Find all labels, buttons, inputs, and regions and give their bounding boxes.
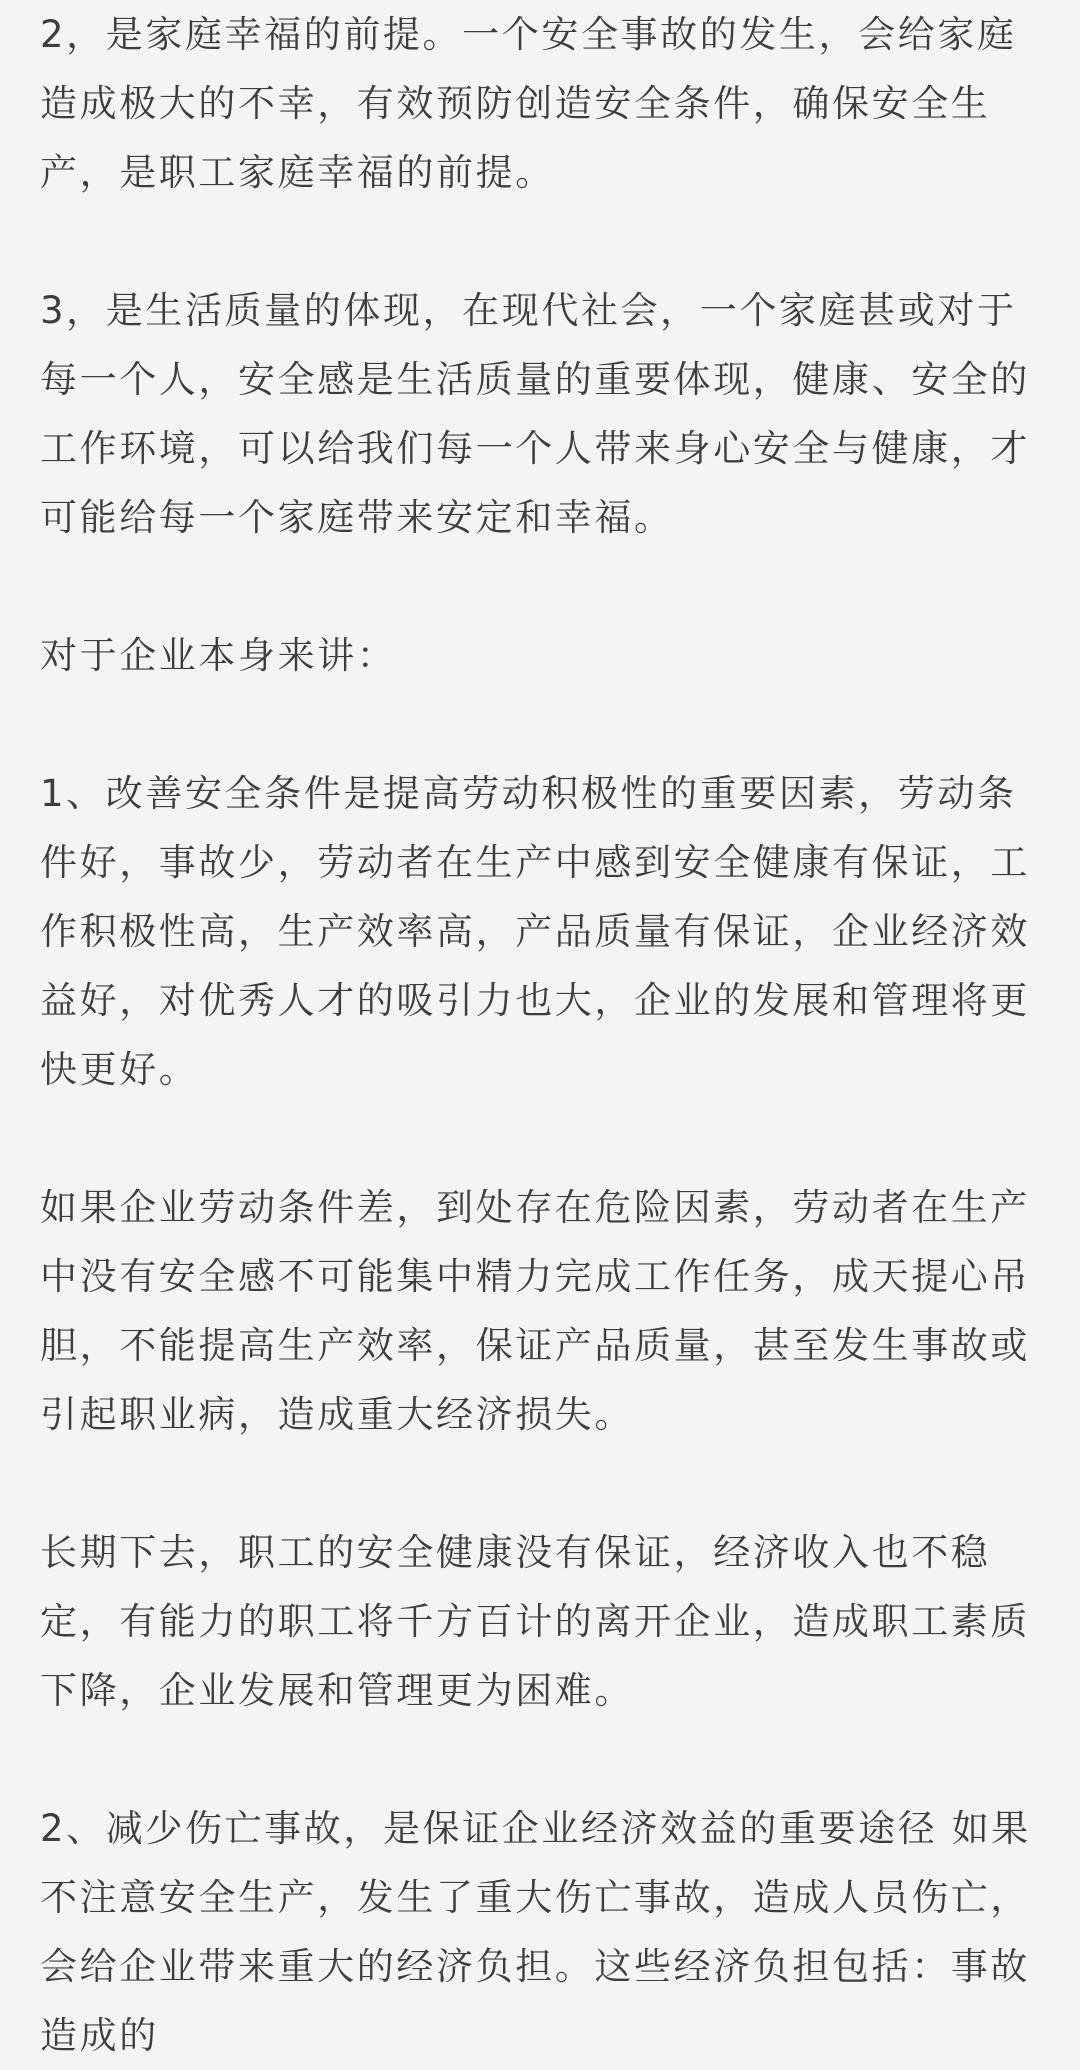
paragraph-spacer <box>40 1104 1040 1173</box>
paragraph-poor-conditions: 如果企业劳动条件差，到处存在危险因素，劳动者在生产中没有安全感不可能集中精力完成工作任务，成天提心吊胆，不能提高生产效率，保证产品质量，甚至发生事故或引起职业病，造成重大经济损失。 <box>40 1186 1030 1436</box>
paragraph-spacer <box>40 1725 1040 1794</box>
paragraph-spacer <box>40 1449 1040 1518</box>
paragraph-reduce-accidents: 2、减少伤亡事故，是保证企业经济效益的重要途径 如果不注意安全生产，发生了重大伤亡事故，造成人员伤亡，会给企业带来重大的经济负担。这些经济负担包括：事故造成的 <box>40 1807 1031 2057</box>
section-heading-enterprise: 对于企业本身来讲： <box>40 634 397 677</box>
paragraph-family-happiness: 2，是家庭幸福的前提。一个安全事故的发生，会给家庭造成极大的不幸，有效预防创造安全条件，确保安全生产，是职工家庭幸福的前提。 <box>40 13 1017 194</box>
paragraph-spacer <box>40 207 1040 276</box>
paragraph-spacer <box>40 552 1040 621</box>
paragraph-quality-of-life: 3，是生活质量的体现，在现代社会，一个家庭甚或对于每一个人，安全感是生活质量的重要体现，健康、安全的工作环境，可以给我们每一个人带来身心安全与健康，才可能给每一个家庭带来安定和幸福。 <box>40 289 1030 539</box>
paragraph-spacer <box>40 690 1040 759</box>
paragraph-labor-enthusiasm: 1、改善安全条件是提高劳动积极性的重要因素，劳动条件好，事故少，劳动者在生产中感到安全健康有保证，工作积极性高，生产效率高，产品质量有保证，企业经济效益好，对优秀人才的吸引力也大，企业的发展和管理将更快更好。 <box>40 772 1030 1091</box>
paragraph-long-term: 长期下去，职工的安全健康没有保证，经济收入也不稳定，有能力的职工将千方百计的离开企业，造成职工素质下降，企业发展和管理更为困难。 <box>40 1531 1030 1712</box>
